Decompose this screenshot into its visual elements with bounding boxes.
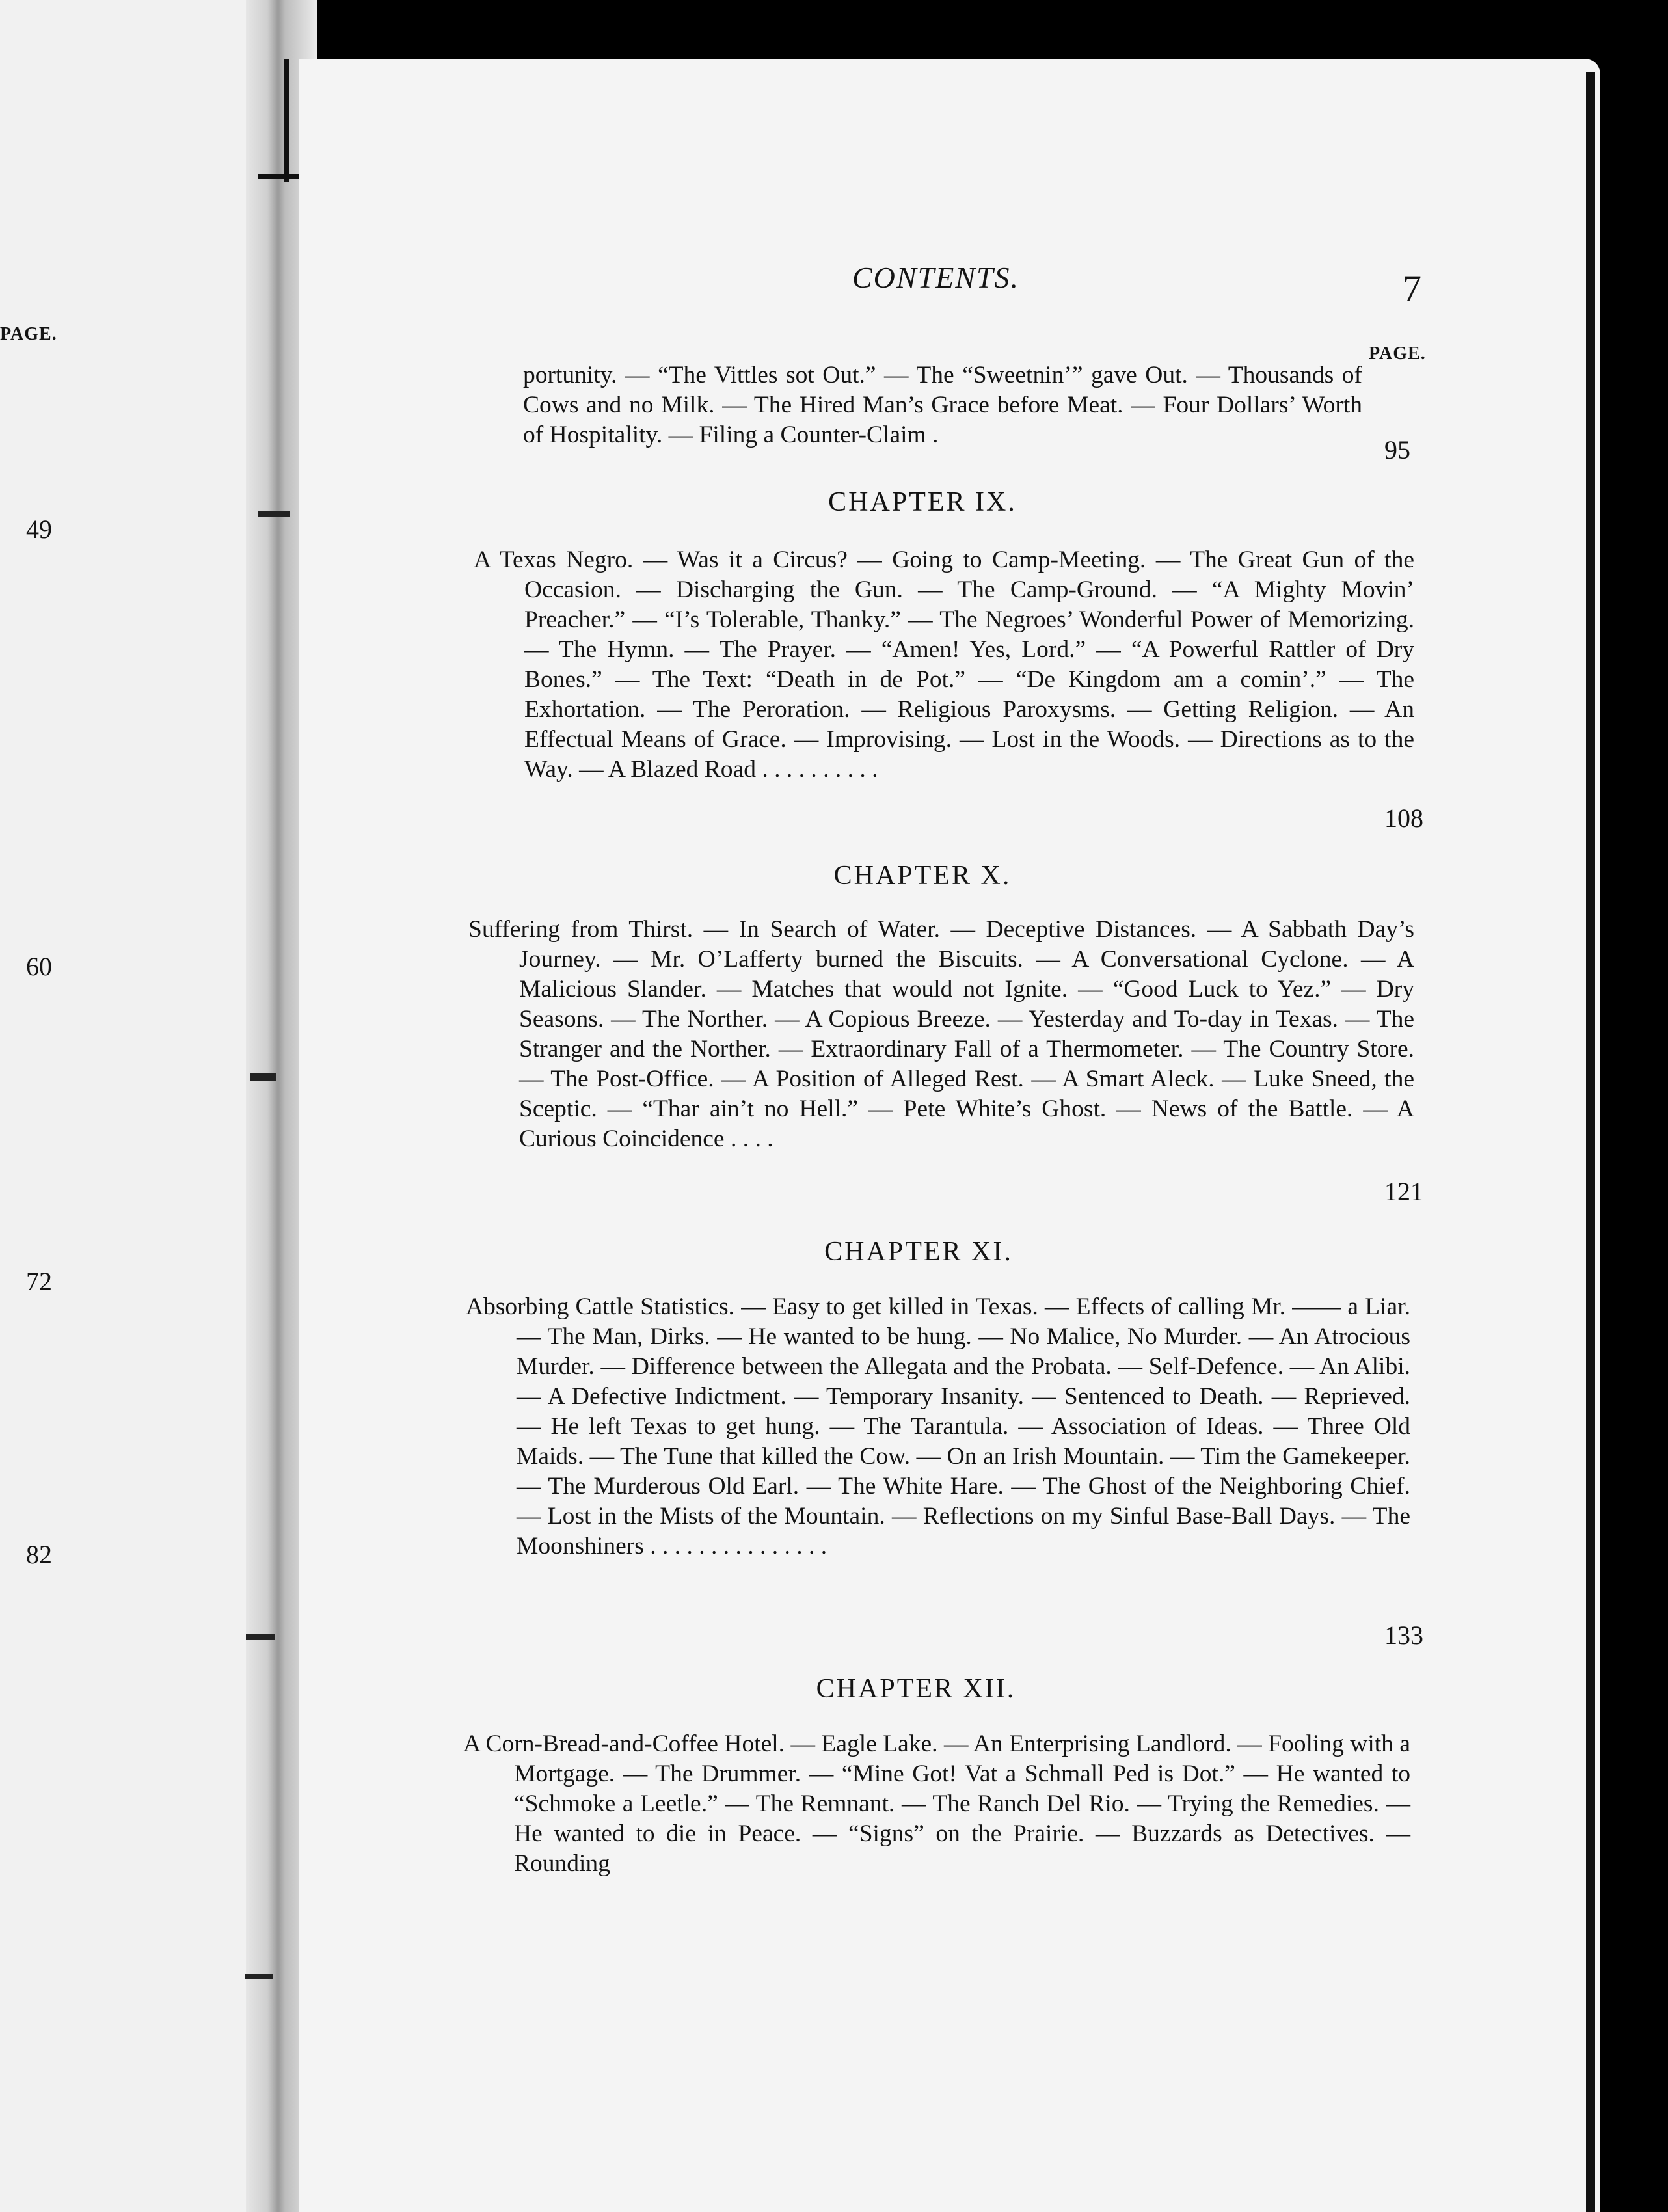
toc-page-number: 121 [1384, 1177, 1423, 1206]
binding-mark [284, 59, 289, 182]
left-page-number: 72 [26, 1267, 52, 1296]
left-page-label: PAGE. [0, 324, 57, 344]
chapter-heading: CHAPTER XII. [816, 1674, 1016, 1704]
gutter-mark [250, 1073, 276, 1081]
page-number: 7 [1403, 267, 1421, 310]
chapter-summary: A Texas Negro. — Was it a Circus? — Going to Camp-Meeting. — The Great Gun of the Occasion. — Discharging the Gun. — The Camp-Ground. — “A Mighty Movin’ Preacher.” — “I’s Tolerable, Thanky.” — The Negroes’ Wonderful Power of Memorizing. — The Hymn. — The Prayer. — “Amen! Yes, Lord.” — “A Powerful Rattler of Dry Bones.” — The Text: “Death in de Pot.” — “De Kingdom am a comin’.” — The Exhortation. — The Peroration. — Religious Paroxysms. — Getting Religion. — An Effectual Means of Grace. — Improvising. — Lost in the Woods. — Directions as to the Way. — A Blazed Road . . . . . . . . . . [474, 546, 1414, 783]
gutter-mark [246, 1634, 275, 1640]
binding-mark [258, 174, 303, 179]
toc-page-number: 95 [1384, 435, 1410, 465]
toc-page-number: 133 [1384, 1621, 1423, 1650]
chapter-summary: A Corn-Bread-and-Coffee Hotel. — Eagle Lake. — An Enterprising Landlord. — Fooling with a Mortgage. — The Drummer. — “Mine Got! Vat a Schmall Ped is Dot.” — He wanted to “Schmoke a Leetle.” — The Remnant. — The Ranch Del Rio. — Trying the Remedies. — He wanted to die in Peace. — “Signs” on the Prairie. — Buzzards as Detectives. — Rounding [463, 1731, 1410, 1877]
left-page-number: 60 [26, 952, 52, 981]
gutter-mark [258, 511, 290, 517]
toc-page-number: 108 [1384, 803, 1423, 833]
toc-continuation-text: portunity. — “The Vittles sot Out.” — The “Sweetnin’” gave Out. — Thousands of Cows and no Milk. — The Hired Man’s Grace before Meat. — Four Dollars’ Worth of Hospitality. — Filing a Counter-Claim . [523, 362, 1362, 448]
left-page-number: 49 [26, 515, 52, 544]
chapter-heading: CHAPTER XI. [824, 1237, 1013, 1267]
page-edge-shadow [1586, 72, 1595, 2212]
chapter-heading: CHAPTER IX. [828, 487, 1017, 517]
page-column-label: PAGE. [1369, 344, 1426, 364]
running-header-title: CONTENTS. [852, 261, 1020, 294]
gutter-mark [245, 1974, 273, 1979]
chapter-summary: Absorbing Cattle Statistics. — Easy to get killed in Texas. — Effects of calling Mr. —— a Liar. — The Man, Dirks. — He wanted to be hung. — No Malice, No Murder. — An Atrocious Murder. — Difference between the Allegata and the Probata. — Self-Defence. — An Alibi. — A Defective Indictment. — Temporary Insanity. — Sentenced to Death. — Reprieved. — He left Texas to get hung. — The Tarantula. — Association of Ideas. — Three Old Maids. — The Tune that killed the Cow. — On an Irish Mountain. — Tim the Gamekeeper. — The Murderous Old Earl. — The White Hare. — The Ghost of the Neighboring Chief. — Lost in the Mists of the Mountain. — Reflections on my Sinful Base-Ball Days. — The Moonshiners . . . . . . . . . . . . . . . [466, 1293, 1410, 1559]
chapter-summary: Suffering from Thirst. — In Search of Water. — Deceptive Distances. — A Sabbath Day’s Journey. — Mr. O’Lafferty burned the Biscuits. — A Conversational Cyclone. — A Malicious Slander. — Matches that would not Ignite. — “Good Luck to Yez.” — Dry Seasons. — The Norther. — A Copious Breeze. — Yesterday and To-day in Texas. — The Stranger and the Norther. — Extraordinary Fall of a Thermometer. — The Country Store. — The Post-Office. — A Position of Alleged Rest. — A Smart Aleck. — Luke Sneed, the Sceptic. — “Thar ain’t no Hell.” — Pete White’s Ghost. — News of the Battle. — A Curious Coincidence . . . . [468, 916, 1414, 1152]
left-page-number: 82 [26, 1540, 52, 1569]
chapter-heading: CHAPTER X. [833, 861, 1012, 891]
